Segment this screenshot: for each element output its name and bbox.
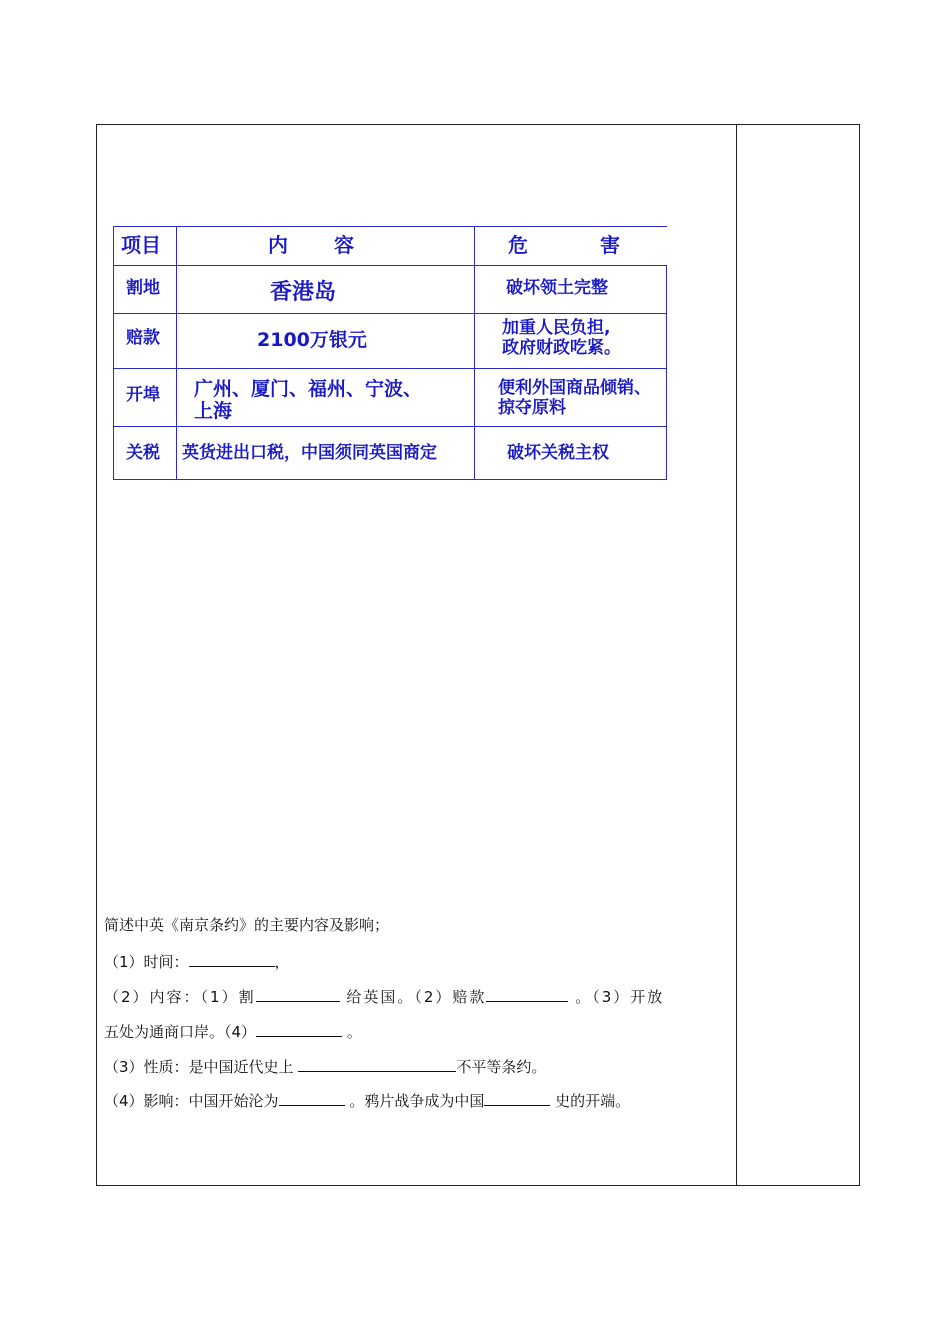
row-item: 开埠 (126, 385, 160, 405)
row-item: 关税 (126, 443, 160, 463)
row-harm: 破坏领土完整 (506, 278, 608, 298)
answer-blank[interactable] (298, 1057, 456, 1072)
table-border (113, 426, 667, 427)
question-2 (104, 986, 664, 1007)
table-border (113, 313, 667, 314)
row-item: 割地 (126, 278, 160, 298)
row-content: 广州、厦门、福州、宁波、 上海 (194, 378, 423, 422)
row-content: 英货进出口税，中国须同英国商定 (182, 443, 437, 463)
question-text: （1）时间： (104, 953, 189, 971)
question-2-cont (104, 1021, 362, 1042)
question-text: 。 (346, 1023, 362, 1041)
question-text: ， (274, 953, 290, 971)
question-text: 。鸦片战争成为中国 (349, 1092, 485, 1110)
table-border (176, 226, 177, 480)
question-4 (104, 1090, 630, 1111)
table-border (113, 226, 667, 227)
header-harm: 危 害 (508, 233, 623, 257)
table-border (113, 368, 667, 369)
question-text: 史的开端。 (550, 1092, 631, 1110)
question-text: （2）内容：（1）割 (104, 988, 256, 1006)
row-harm: 便利外国商品倾销、 掠夺原料 (498, 378, 651, 418)
table-border (113, 479, 667, 480)
row-harm: 加重人民负担, 政府财政吃紧。 (502, 318, 621, 358)
question-1 (104, 951, 290, 972)
question-text: 。（3）开放 (575, 988, 665, 1006)
question-text: 不平等条约。 (456, 1058, 547, 1076)
answer-blank[interactable] (189, 952, 275, 967)
answer-blank[interactable] (484, 1091, 550, 1106)
question-text: 给英国。（2）赔款 (346, 988, 487, 1006)
header-item: 项目 (121, 233, 161, 257)
question-text: 五处为通商口岸。（4） (104, 1023, 257, 1041)
answer-blank[interactable] (279, 1091, 345, 1106)
table-border (113, 226, 114, 480)
question-text: （3）性质：是中国近代史上 (104, 1058, 299, 1076)
column-divider (736, 124, 737, 1186)
row-content: 2100万银元 (257, 329, 367, 351)
answer-blank[interactable] (256, 987, 340, 1002)
row-content: 香港岛 (270, 280, 337, 305)
table-border (666, 265, 667, 480)
question-text: （4）影响：中国开始沦为 (104, 1092, 279, 1110)
header-content: 内 容 (268, 233, 356, 257)
treaty-table (113, 226, 667, 480)
question-3 (104, 1056, 546, 1077)
answer-blank[interactable] (486, 987, 568, 1002)
table-border (474, 226, 475, 480)
row-harm: 破坏关税主权 (507, 443, 609, 463)
table-border (113, 265, 667, 266)
answer-blank[interactable] (256, 1022, 342, 1037)
row-item: 赔款 (126, 328, 160, 348)
question-title: 简述中英《南京条约》的主要内容及影响； (104, 916, 390, 934)
